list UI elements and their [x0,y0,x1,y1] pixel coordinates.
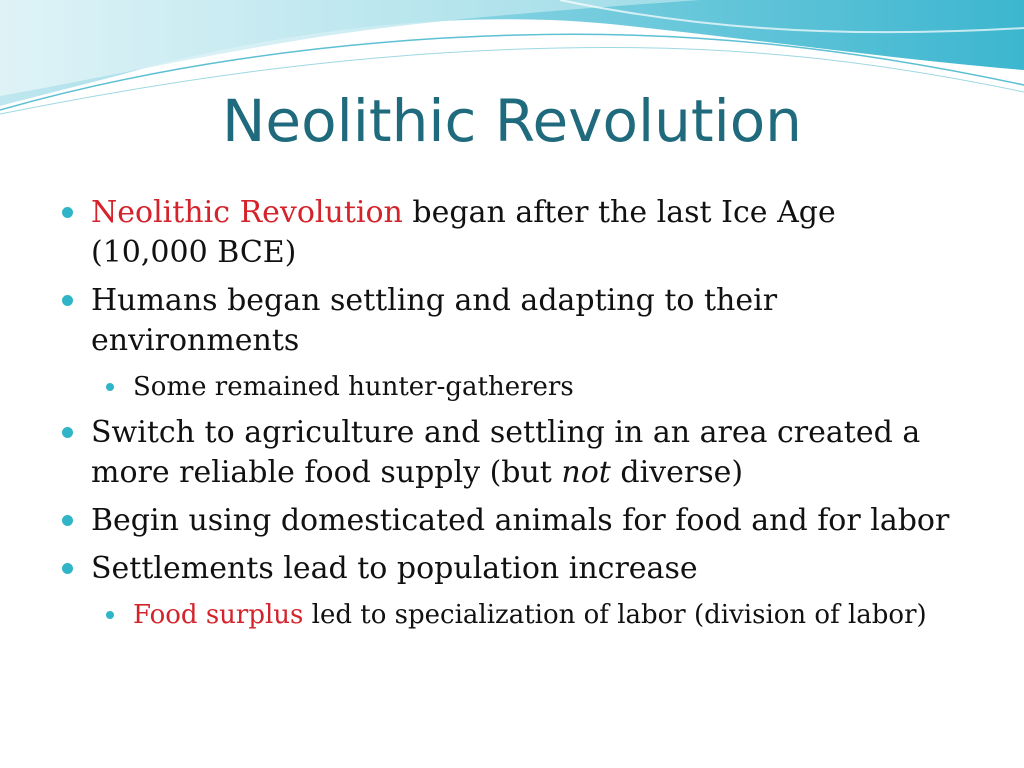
bullet-body: began after the last Ice Age (10,000 BCE) [91,195,836,270]
sub-bullet-text [133,597,952,633]
bullet-text: Settlements lead to population increase [91,551,698,586]
sub-bullet-body: led to specialization of labor (division of labor) [303,600,927,630]
bullet-item [62,413,952,493]
highlight-term: Neolithic Revolution [91,195,403,230]
bullet-body-before: Switch to agriculture and settling in an area created a more reliable food supply (but [91,415,921,490]
bullet-list [62,193,952,641]
emphasis-word: not [561,455,611,490]
bullet-dot-icon [106,383,114,391]
bullet-dot-icon [62,207,73,218]
bullet-item [62,501,952,541]
bullet-dot-icon [62,563,73,574]
bullet-dot-icon [106,611,114,619]
bullet-text [91,193,952,273]
bullet-text: Humans began settling and adapting to their environments [91,283,778,358]
bullet-body-after: diverse) [610,455,744,490]
sub-bullet-item [106,597,952,633]
bullet-dot-icon [62,515,73,526]
bullet-text [91,413,952,493]
bullet-dot-icon [62,295,73,306]
highlight-term: Food surplus [133,600,304,630]
slide-title: Neolithic Revolution [222,87,802,155]
sub-bullet-text: Some remained hunter-gatherers [133,372,574,402]
bullet-item [62,281,952,361]
bullet-dot-icon [62,427,73,438]
bullet-item [62,549,952,589]
bullet-text: Begin using domesticated animals for food and for labor [91,503,950,538]
bullet-item [62,193,952,273]
sub-bullet-item [106,369,952,405]
